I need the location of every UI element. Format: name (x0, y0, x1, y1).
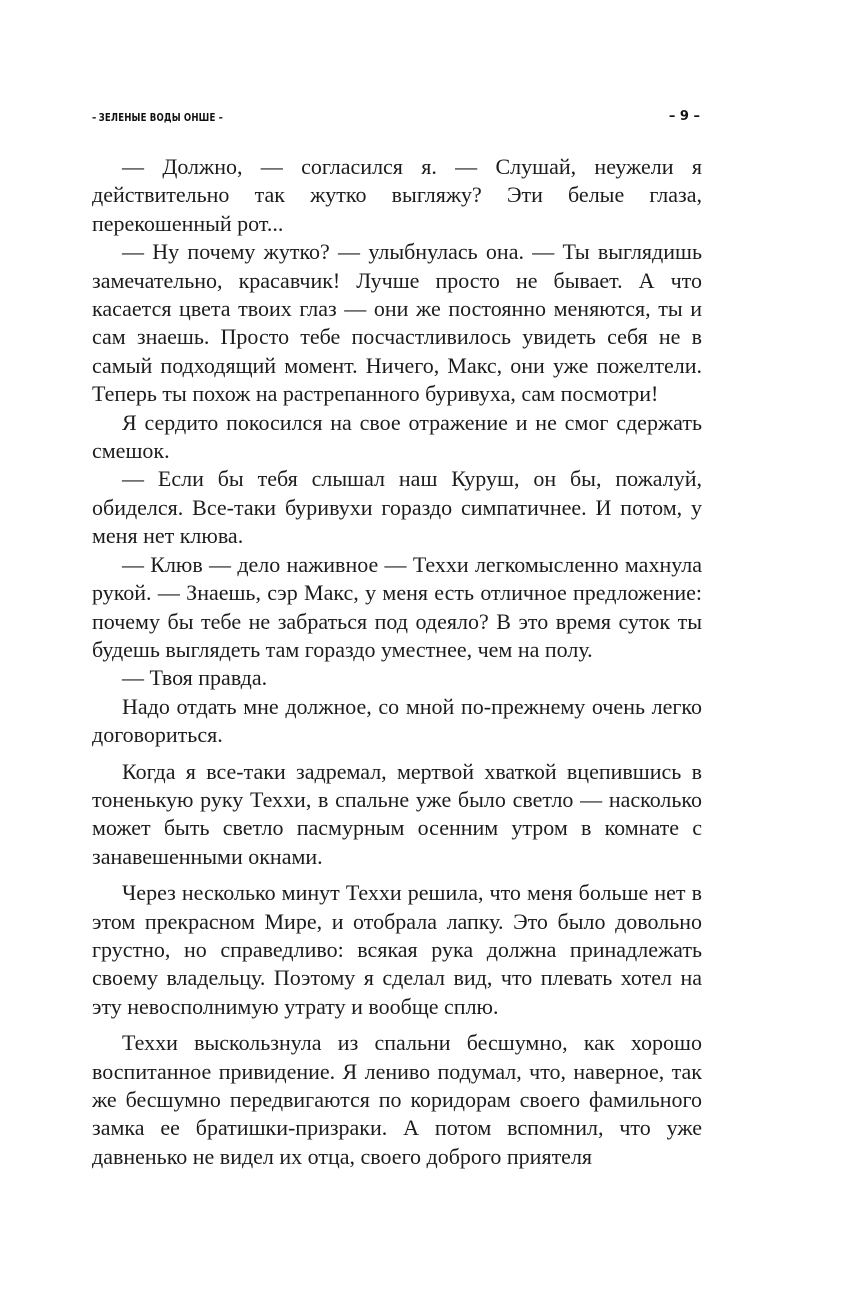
running-head-left-dash: – (92, 111, 96, 124)
running-head-title (92, 111, 222, 124)
paragraph: Когда я все-таки задремал, мертвой хваткой вцепившись в тоненькую руку Теххи, в спальне уже было светло — насколько может быть светло пасмурным осенним утром в комнате с занавешенными окнами. (92, 758, 702, 869)
page-number-block (669, 109, 700, 124)
paragraph: Теххи выскользнула из спальни бесшумно, как хорошо воспитанное привидение. Я лениво подумал, что, наверное, так же бесшумно передвигаются по коридорам своего фамильного замка ее братишки-призраки. А потом вспомнил, что уже давненько не видел их отца, своего доброго приятеля (92, 1030, 702, 1169)
paragraph: — Твоя правда. (122, 665, 268, 691)
running-head (92, 107, 700, 131)
paragraph: Через несколько минут Теххи решила, что меня больше нет в этом прекрасном Мире, и отобрала лапку. Это было довольно грустно, но справедливо: всякая рука должна принадлежать своему владельцу. Поэтому я сделал вид, что плевать хотел на эту невосполнимую утрату и вообще сплю. (92, 880, 702, 1019)
page-number: 9 (679, 109, 689, 124)
body-text (92, 153, 702, 1171)
paragraph: — Должно, — согласился я. — Слушай, неужели я действительно так жутко выгляжу? Эти белые глаза, перекошенный рот... (92, 154, 702, 236)
paragraph: — Клюв — дело наживное — Теххи легкомысленно махнула рукой. — Знаешь, сэр Макс, у меня есть отличное предложение: почему бы тебе не забраться под одеяло? В это время суток ты будешь выглядеть там гораздо уместнее, чем на полу. (92, 551, 702, 662)
book-title: ЗЕЛЕНЫЕ ВОДЫ ОНШЕ (98, 111, 216, 124)
paragraph: Надо отдать мне должное, со мной по-прежнему очень легко договориться. (92, 693, 702, 748)
paragraph: — Ну почему жутко? — улыбнулась она. — Ты выглядишь замечательно, красавчик! Лучше просто не бывает. А что касается цвета твоих глаз — они же постоянно меняются, ты и сам знаешь. Просто тебе посчастливилось увидеть себя не в самый подходящий момент. Ничего, Макс, они уже пожелтели. Теперь ты похож на растрепанного буривуха, сам посмотри! (92, 239, 702, 407)
paragraph: — Если бы тебя слышал наш Куруш, он бы, пожалуй, обиделся. Все-таки буривухи гораздо симпатичнее. И потом, у меня нет клюва. (92, 466, 702, 549)
running-head-title-end-dash: – (218, 111, 223, 124)
paragraph: Я сердито покосился на свое отражение и не смог сдержать смешок. (92, 409, 702, 464)
page-number-right-dash: – (693, 109, 700, 124)
page-number-left-dash: – (668, 109, 676, 124)
